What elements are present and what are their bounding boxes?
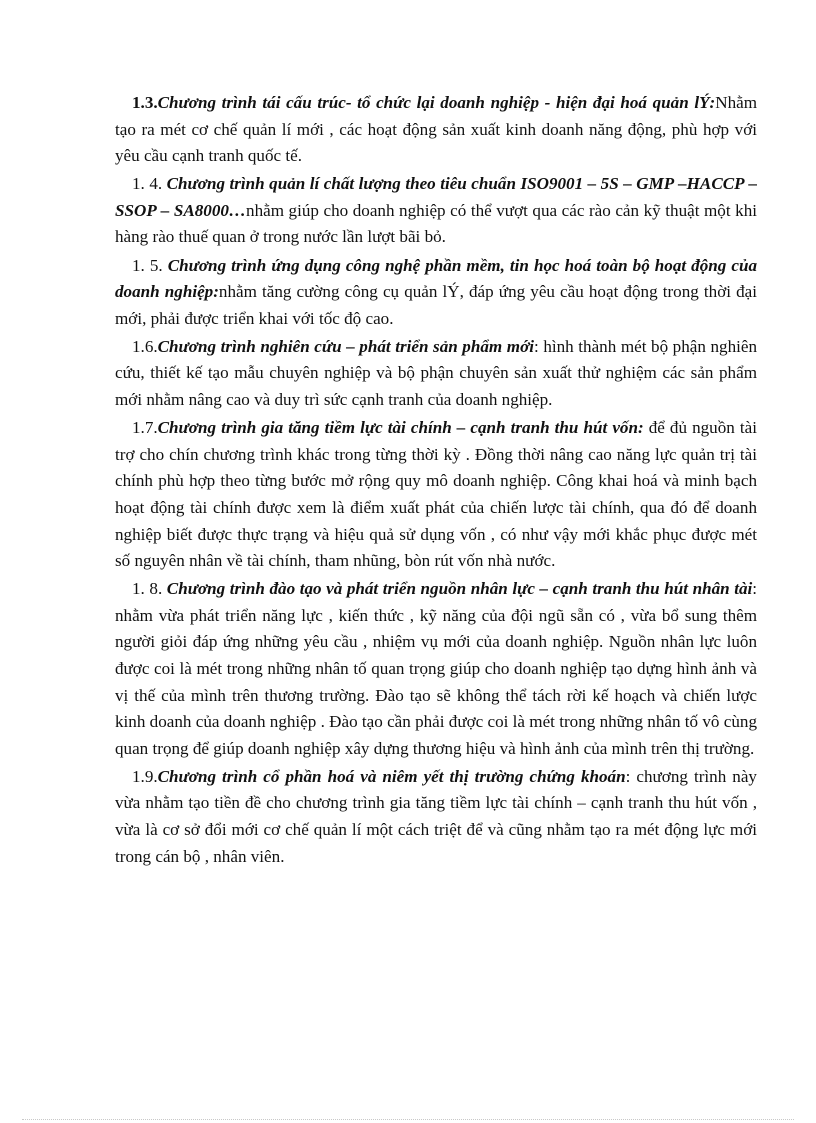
section-number: 1. 5. xyxy=(132,255,168,275)
section-number: 1.9. xyxy=(132,766,158,786)
section-number: 1.6. xyxy=(132,336,158,356)
section-text: : hình thành mét bộ phận nghiên cứu, thiết kế tạo mẫu chuyên nghiệp và bộ phận chuyên sản xuất thử nghiệm các sản phẩm mới nhằm nâng cao và duy trì sức cạnh tranh của doanh nghiệp. xyxy=(115,336,758,410)
section-number: 1. 4. xyxy=(132,174,167,194)
section-title: Chương trình quản lí chất lượng theo tiêu chuẩn ISO9001 – 5S – GMP –HACCP –SSOP – SA8000… xyxy=(115,174,757,220)
document-body xyxy=(115,90,757,872)
section-title: Chương trình gia tăng tiềm lực tài chính – cạnh tranh thu hút vốn: xyxy=(157,418,644,438)
section-text: Nhằm tạo ra mét cơ chế quản lí mới , các hoạt động sản xuất kinh doanh năng động, phù hợp với yêu cầu cạnh tranh quốc tế. xyxy=(115,93,757,166)
section-1-4-paragraph xyxy=(115,171,757,251)
section-title: Chương trình cổ phần hoá và niêm yết thị trường chứng khoán xyxy=(157,766,626,786)
section-1-8-paragraph xyxy=(115,576,757,762)
page-bottom-divider xyxy=(22,1119,794,1120)
section-1-7-paragraph xyxy=(115,415,757,575)
section-1-9-paragraph xyxy=(115,764,757,870)
section-title: Chương trình đào tạo và phát triển nguồn nhân lực – cạnh tranh thu hút nhân tài xyxy=(166,579,753,599)
section-text: để đủ nguồn tài trợ cho chín chương trình khác trong từng thời kỳ . Đồng thời nâng cao năng lực quản trị tài chính phù hợp theo từng bước mở rộng quy mô doanh nghiệp. Công khai hoá và minh bạch hoạt động tài chính được xem là điểm xuất phát của chiến lược tài chính, qua đó để doanh nghiệp biết được thực trạng và hiệu quả sử dụng vốn , có như vậy mới khắc phục được mét số nguyên nhân về tài chính, tham nhũng, bòn rút vốn nhà nước. xyxy=(115,418,757,571)
section-number: 1.7. xyxy=(132,418,158,438)
section-text: : chương trình này vừa nhằm tạo tiền đề cho chương trình gia tăng tiềm lực tài chính – cạnh tranh thu hút vốn , vừa là cơ sở đổi mới cơ chế quản lí một cách triệt để và cũng nhằm tạo ra mét động lực mới trong cán bộ , nhân viên. xyxy=(115,766,757,866)
section-text: : nhằm vừa phát triển năng lực , kiến thức , kỹ năng của đội ngũ sẵn có , vừa bổ sung thêm người giỏi đáp ứng những yêu cầu , nhiệm vụ mới của doanh nghiệp. Nguồn nhân lực luôn được coi là mét trong những nhân tố quan trọng giúp cho doanh nghiệp tạo dựng hình ảnh và vị thế của mình trên thương trường. Đào tạo sẽ không thể tách rời kế hoạch và chiến lược kinh doanh của doanh nghiệp . Đào tạo cần phải được coi là mét trong những nhân tố vô cùng quan trọng để giúp doanh nghiệp xây dựng thương hiệu và hình ảnh của mình trên thị trường. xyxy=(115,579,758,758)
section-1-5-paragraph xyxy=(115,253,757,333)
section-text: nhằm tăng cường công cụ quản lÝ, đáp ứng yêu cầu hoạt động trong thời đại mới, phải được triển khai với tốc độ cao. xyxy=(115,282,757,328)
section-number: 1.3. xyxy=(132,93,158,112)
section-title: Chương trình tái cấu trúc- tổ chức lại doanh nghiệp - hiện đại hoá quản lÝ: xyxy=(157,93,716,112)
section-1-6-paragraph xyxy=(115,334,757,414)
section-1-3-paragraph xyxy=(115,90,757,170)
section-text: nhằm giúp cho doanh nghiệp có thể vượt qua các rào cản kỹ thuật một khi hàng rào thuế quan ở trong nước lần lượt bãi bỏ. xyxy=(115,200,757,247)
section-title: Chương trình ứng dụng công nghệ phần mềm, tin học hoá toàn bộ hoạt động của doanh nghiệp: xyxy=(115,255,758,302)
section-title: Chương trình nghiên cứu – phát triển sản phẩm mới xyxy=(157,336,534,356)
section-number: 1. 8. xyxy=(132,579,167,599)
